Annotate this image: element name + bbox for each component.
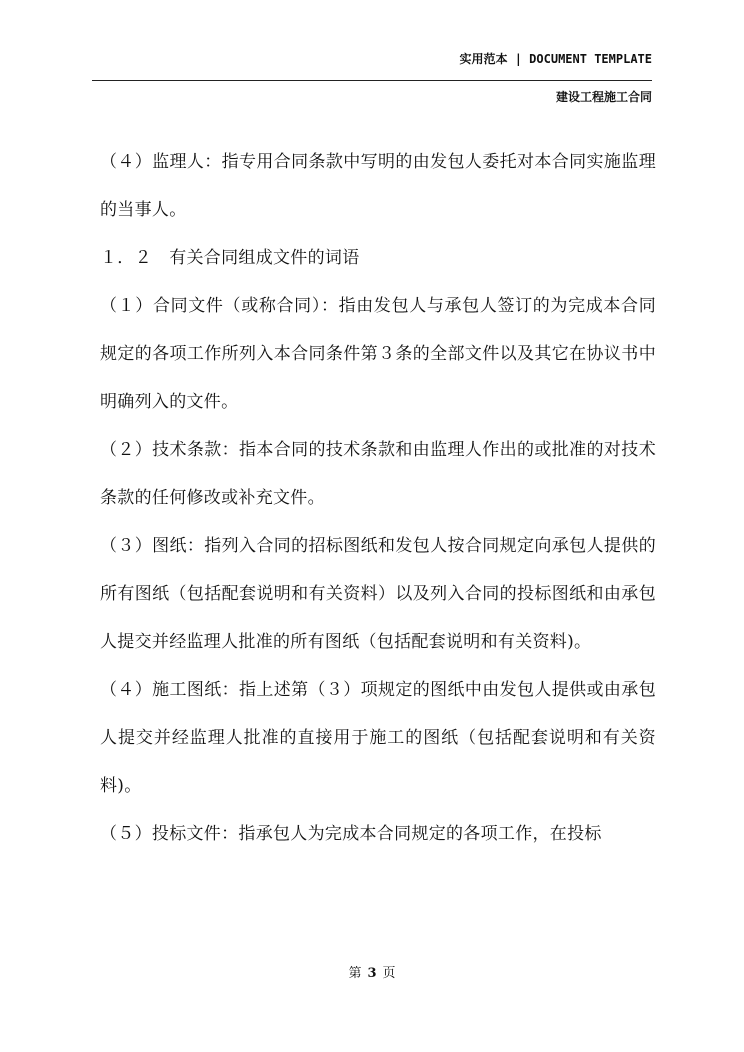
header-divider: [92, 80, 652, 81]
paragraph: （３）图纸：指列入合同的招标图纸和发包人按合同规定向承包人提供的所有图纸（包括配套说明和有关资料）以及列入合同的投标图纸和由承包人提交并经监理人批准的所有图纸（包括配套说明和有关资料)。: [100, 536, 656, 652]
page-suffix: 页: [382, 966, 396, 981]
paragraph: （２）技术条款：指本合同的技术条款和由监理人作出的或批准的对技术条款的任何修改或补充文件。: [100, 440, 656, 508]
page-number: 3: [367, 966, 377, 981]
section-heading: １．２ 有关合同组成文件的词语: [100, 248, 360, 268]
paragraph: （５）投标文件：指承包人为完成本合同规定的各项工作，在投标: [100, 824, 602, 844]
header-title: 实用范本 | DOCUMENT TEMPLATE: [459, 52, 652, 66]
paragraph: （１）合同文件（或称合同）：指由发包人与承包人签订的为完成本合同规定的各项工作所列入本合同条件第３条的全部文件以及其它在协议书中明确列入的文件。: [100, 296, 656, 412]
document-body: [100, 138, 656, 858]
header-subtitle: 建设工程施工合同: [555, 90, 652, 104]
page-footer: [0, 962, 744, 981]
paragraph: （４）监理人：指专用合同条款中写明的由发包人委托对本合同实施监理的当事人。: [100, 152, 656, 220]
page-prefix: 第: [348, 966, 362, 981]
paragraph: （４）施工图纸：指上述第（３）项规定的图纸中由发包人提供或由承包人提交并经监理人批准的直接用于施工的图纸（包括配套说明和有关资料)。: [100, 680, 656, 796]
